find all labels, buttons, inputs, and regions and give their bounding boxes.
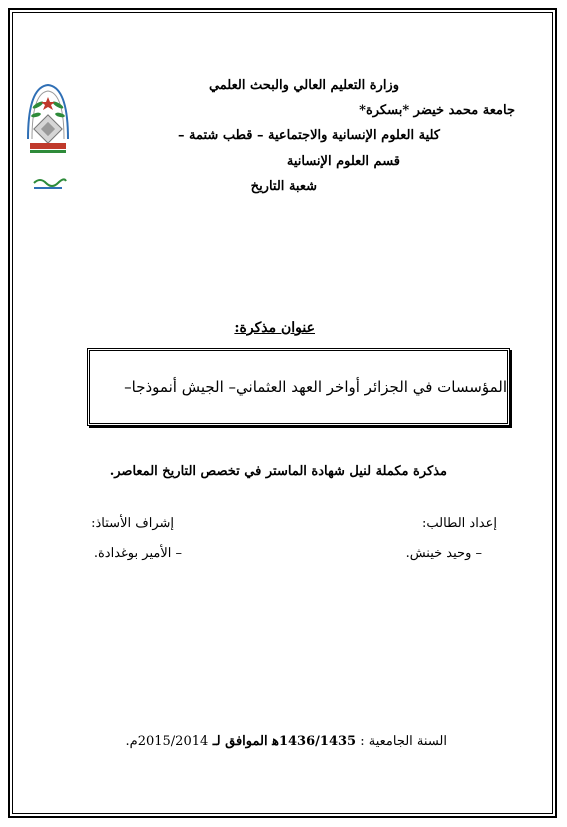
department-name: قسم العلوم الإنسانية [286,154,400,169]
academic-year-prefix: السنة الجامعية : [356,734,447,749]
supervisor-label: إشراف الأستاذ: [91,516,174,531]
faculty-name: كلية العلوم الإنسانية والاجتماعية – قطب شتمة – [177,128,440,143]
supervisor-name: – الأمير بوغدادة. [93,546,182,561]
academic-year-suffix: م. [125,734,138,749]
thesis-title: المؤسسات في الجزائر أواخر العهد العثماني– الجيش أنموذجا– [124,378,507,396]
academic-year-middle: ﻫ الموافق لـ [208,734,279,749]
university-name: جامعة محمد خيضر *بسكرة* [359,103,515,118]
student-label: إعداد الطالب: [421,516,497,531]
ministry-name: وزارة التعليم العالي والبحث العلمي [208,78,399,93]
academic-year [126,734,447,749]
thesis-description: مذكرة مكملة لنيل شهادة الماستر في تخصص التاريخ المعاصر. [109,464,447,479]
academic-year-hijri: 1436/1435 [278,734,357,749]
memo-heading: عنوان مذكرة: [234,320,315,336]
student-name: – وحيد خينش. [405,546,482,561]
university-emblem-icon [24,79,72,194]
academic-year-gregorian: 2015/2014 [137,734,209,749]
branch-name: شعبة التاريخ [250,179,317,194]
